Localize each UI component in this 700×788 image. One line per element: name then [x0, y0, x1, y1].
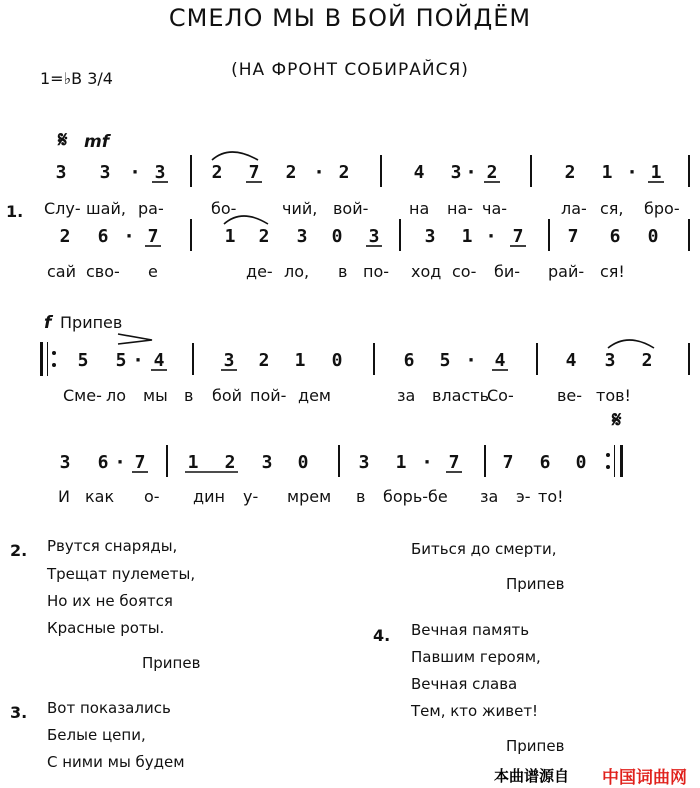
- song-subtitle: (НА ФРОНТ СОБИРАЙСЯ): [231, 60, 469, 80]
- lyric-syllable: е: [148, 262, 158, 281]
- note: 0: [297, 452, 309, 473]
- note: 3: [55, 162, 67, 183]
- note: 3: [450, 162, 462, 183]
- repeat-dot: [606, 453, 610, 457]
- note: 5: [439, 350, 451, 371]
- note: 1: [187, 452, 199, 473]
- lyric-syllable: бе: [428, 487, 448, 506]
- verse-line: Тем, кто живет!: [411, 702, 539, 720]
- note: 2: [641, 350, 653, 371]
- lyric-syllable: в: [338, 262, 348, 281]
- lyric-syllable: ход: [411, 262, 442, 281]
- repeat-dot: [52, 351, 56, 355]
- augmentation-dot: ·: [116, 452, 124, 473]
- augmentation-dot: ·: [125, 226, 133, 247]
- verse-line: С ними мы будем: [47, 753, 185, 771]
- lyric-syllable: мы: [143, 386, 168, 405]
- lyric-syllable: Слу-: [44, 199, 81, 218]
- dynamic-mf: mf: [84, 132, 110, 152]
- lyric-syllable: сай: [47, 262, 76, 281]
- note: 7: [134, 452, 146, 473]
- note: 3: [99, 162, 111, 183]
- augmentation-dot: ·: [628, 162, 636, 183]
- note: 2: [258, 226, 270, 247]
- note: 3: [368, 226, 380, 247]
- note: 3: [358, 452, 370, 473]
- note: 2: [258, 350, 270, 371]
- lyric-syllable: пой-: [250, 386, 287, 405]
- note: 7: [448, 452, 460, 473]
- note: 0: [647, 226, 659, 247]
- lyric-syllable: на: [409, 199, 430, 218]
- note: 6: [97, 452, 109, 473]
- augmentation-dot: ·: [423, 452, 431, 473]
- note: 6: [403, 350, 415, 371]
- lyric-syllable: за: [397, 386, 416, 405]
- lyric-syllable: ло: [106, 386, 127, 405]
- augmentation-dot: ·: [487, 226, 495, 247]
- verse-line: Биться до смерти,: [411, 540, 557, 558]
- note: 3: [604, 350, 616, 371]
- verse-line: Белые цепи,: [47, 726, 146, 744]
- lyric-syllable: в: [184, 386, 194, 405]
- note: 4: [565, 350, 577, 371]
- lyric-syllable: де-: [246, 262, 273, 281]
- lyric-syllable: э-: [516, 487, 531, 506]
- lyric-syllable: бой: [212, 386, 243, 405]
- verse-number: 1.: [6, 202, 24, 221]
- lyric-syllable: рай-: [548, 262, 585, 281]
- lyric-syllable: вой-: [333, 199, 369, 218]
- refrain-label: Припев: [506, 575, 565, 593]
- lyric-syllable: Сме-: [63, 386, 102, 405]
- lyric-syllable: дем: [298, 386, 331, 405]
- note: 6: [539, 452, 551, 473]
- song-title: СМЕЛО МЫ В БОЙ ПОЙДЁМ: [168, 4, 532, 32]
- verse-line: Вечная память: [411, 621, 530, 639]
- lyric-syllable: ся,: [600, 199, 624, 218]
- lyric-syllable: ся!: [600, 262, 625, 281]
- verse-number: 4.: [373, 626, 391, 645]
- note: 2: [285, 162, 297, 183]
- lyric-syllable: за: [480, 487, 499, 506]
- segno-icon: 𝄋: [612, 408, 622, 433]
- lyric-syllable: бро-: [644, 199, 680, 218]
- verse-line: Вот показались: [47, 699, 171, 717]
- note: 0: [331, 226, 343, 247]
- verse-line: Но их не боятся: [47, 592, 173, 610]
- lyric-syllable: ве-: [557, 386, 583, 405]
- note: 3: [223, 350, 235, 371]
- watermark-source: 本曲谱源自: [494, 767, 570, 785]
- note: 3: [59, 452, 71, 473]
- note: 1: [294, 350, 306, 371]
- verse-line: Трещат пулеметы,: [47, 565, 196, 583]
- verse-number: 2.: [10, 541, 28, 560]
- note: 7: [567, 226, 579, 247]
- lyric-syllable: со-: [452, 262, 477, 281]
- lyric-syllable: И: [58, 487, 70, 506]
- lyric-syllable: чий,: [282, 199, 318, 218]
- lyric-syllable: дин: [193, 487, 225, 506]
- lyric-syllable: на-: [447, 199, 474, 218]
- note: 4: [413, 162, 425, 183]
- note: 0: [331, 350, 343, 371]
- lyric-syllable: как: [85, 487, 115, 506]
- note: 1: [601, 162, 613, 183]
- refrain-label: Припев: [142, 654, 201, 672]
- note: 2: [564, 162, 576, 183]
- lyric-syllable: у-: [243, 487, 259, 506]
- lyric-syllable: тов!: [596, 386, 631, 405]
- note: 3: [261, 452, 273, 473]
- lyric-syllable: Со-: [487, 386, 514, 405]
- note: 7: [512, 226, 524, 247]
- segno-icon: 𝄋: [58, 128, 68, 153]
- note: 3: [296, 226, 308, 247]
- note: 2: [486, 162, 498, 183]
- lyric-syllable: сво-: [86, 262, 120, 281]
- note: 6: [97, 226, 109, 247]
- lyric-syllable: ло,: [284, 262, 310, 281]
- lyric-syllable: в: [356, 487, 366, 506]
- note: 2: [224, 452, 236, 473]
- note: 5: [115, 350, 127, 371]
- accent-mark: [118, 334, 152, 344]
- verse-line: Красные роты.: [47, 619, 165, 637]
- slur-mark: [212, 152, 258, 160]
- lyric-syllable: ра-: [138, 199, 164, 218]
- repeat-dot: [606, 465, 610, 469]
- lyric-syllable: ча-: [482, 199, 508, 218]
- verse-line: Павшим героям,: [411, 648, 541, 666]
- verse-number: 3.: [10, 703, 28, 722]
- note: 2: [211, 162, 223, 183]
- lyric-syllable: би-: [494, 262, 521, 281]
- watermark-site: 中国词曲网: [602, 768, 687, 788]
- lyric-syllable: бо-: [211, 199, 237, 218]
- lyric-syllable: борь-: [383, 487, 429, 506]
- note: 5: [77, 350, 89, 371]
- key-signature: 1=♭B 3/4: [40, 69, 113, 88]
- slur-mark: [608, 340, 654, 348]
- note: 1: [395, 452, 407, 473]
- note: 7: [502, 452, 514, 473]
- lyric-syllable: ла-: [561, 199, 587, 218]
- refrain-label: Припев: [60, 313, 123, 332]
- note: 3: [424, 226, 436, 247]
- note: 0: [575, 452, 587, 473]
- note: 6: [609, 226, 621, 247]
- note: 1: [461, 226, 473, 247]
- verse-line: Рвутся снаряды,: [47, 537, 178, 555]
- note: 2: [338, 162, 350, 183]
- lyric-syllable: шай,: [86, 199, 126, 218]
- slur-mark: [224, 216, 268, 224]
- augmentation-dot: ·: [467, 350, 475, 371]
- dynamic-f: f: [44, 313, 52, 333]
- refrain-label: Припев: [506, 737, 565, 755]
- note: 3: [154, 162, 166, 183]
- lyric-syllable: по-: [363, 262, 390, 281]
- lyric-syllable: то!: [538, 487, 564, 506]
- note: 4: [153, 350, 165, 371]
- note: 2: [59, 226, 71, 247]
- note: 1: [650, 162, 662, 183]
- note: 4: [494, 350, 506, 371]
- verse-line: Вечная слава: [411, 675, 518, 693]
- lyric-syllable: власть: [432, 386, 490, 405]
- augmentation-dot: ·: [134, 350, 142, 371]
- augmentation-dot: ·: [467, 162, 475, 183]
- lyric-syllable: о-: [144, 487, 160, 506]
- note: 7: [248, 162, 260, 183]
- note: 1: [224, 226, 236, 247]
- repeat-dot: [52, 363, 56, 367]
- augmentation-dot: ·: [315, 162, 323, 183]
- augmentation-dot: ·: [131, 162, 139, 183]
- lyric-syllable: мрем: [287, 487, 332, 506]
- note: 7: [147, 226, 159, 247]
